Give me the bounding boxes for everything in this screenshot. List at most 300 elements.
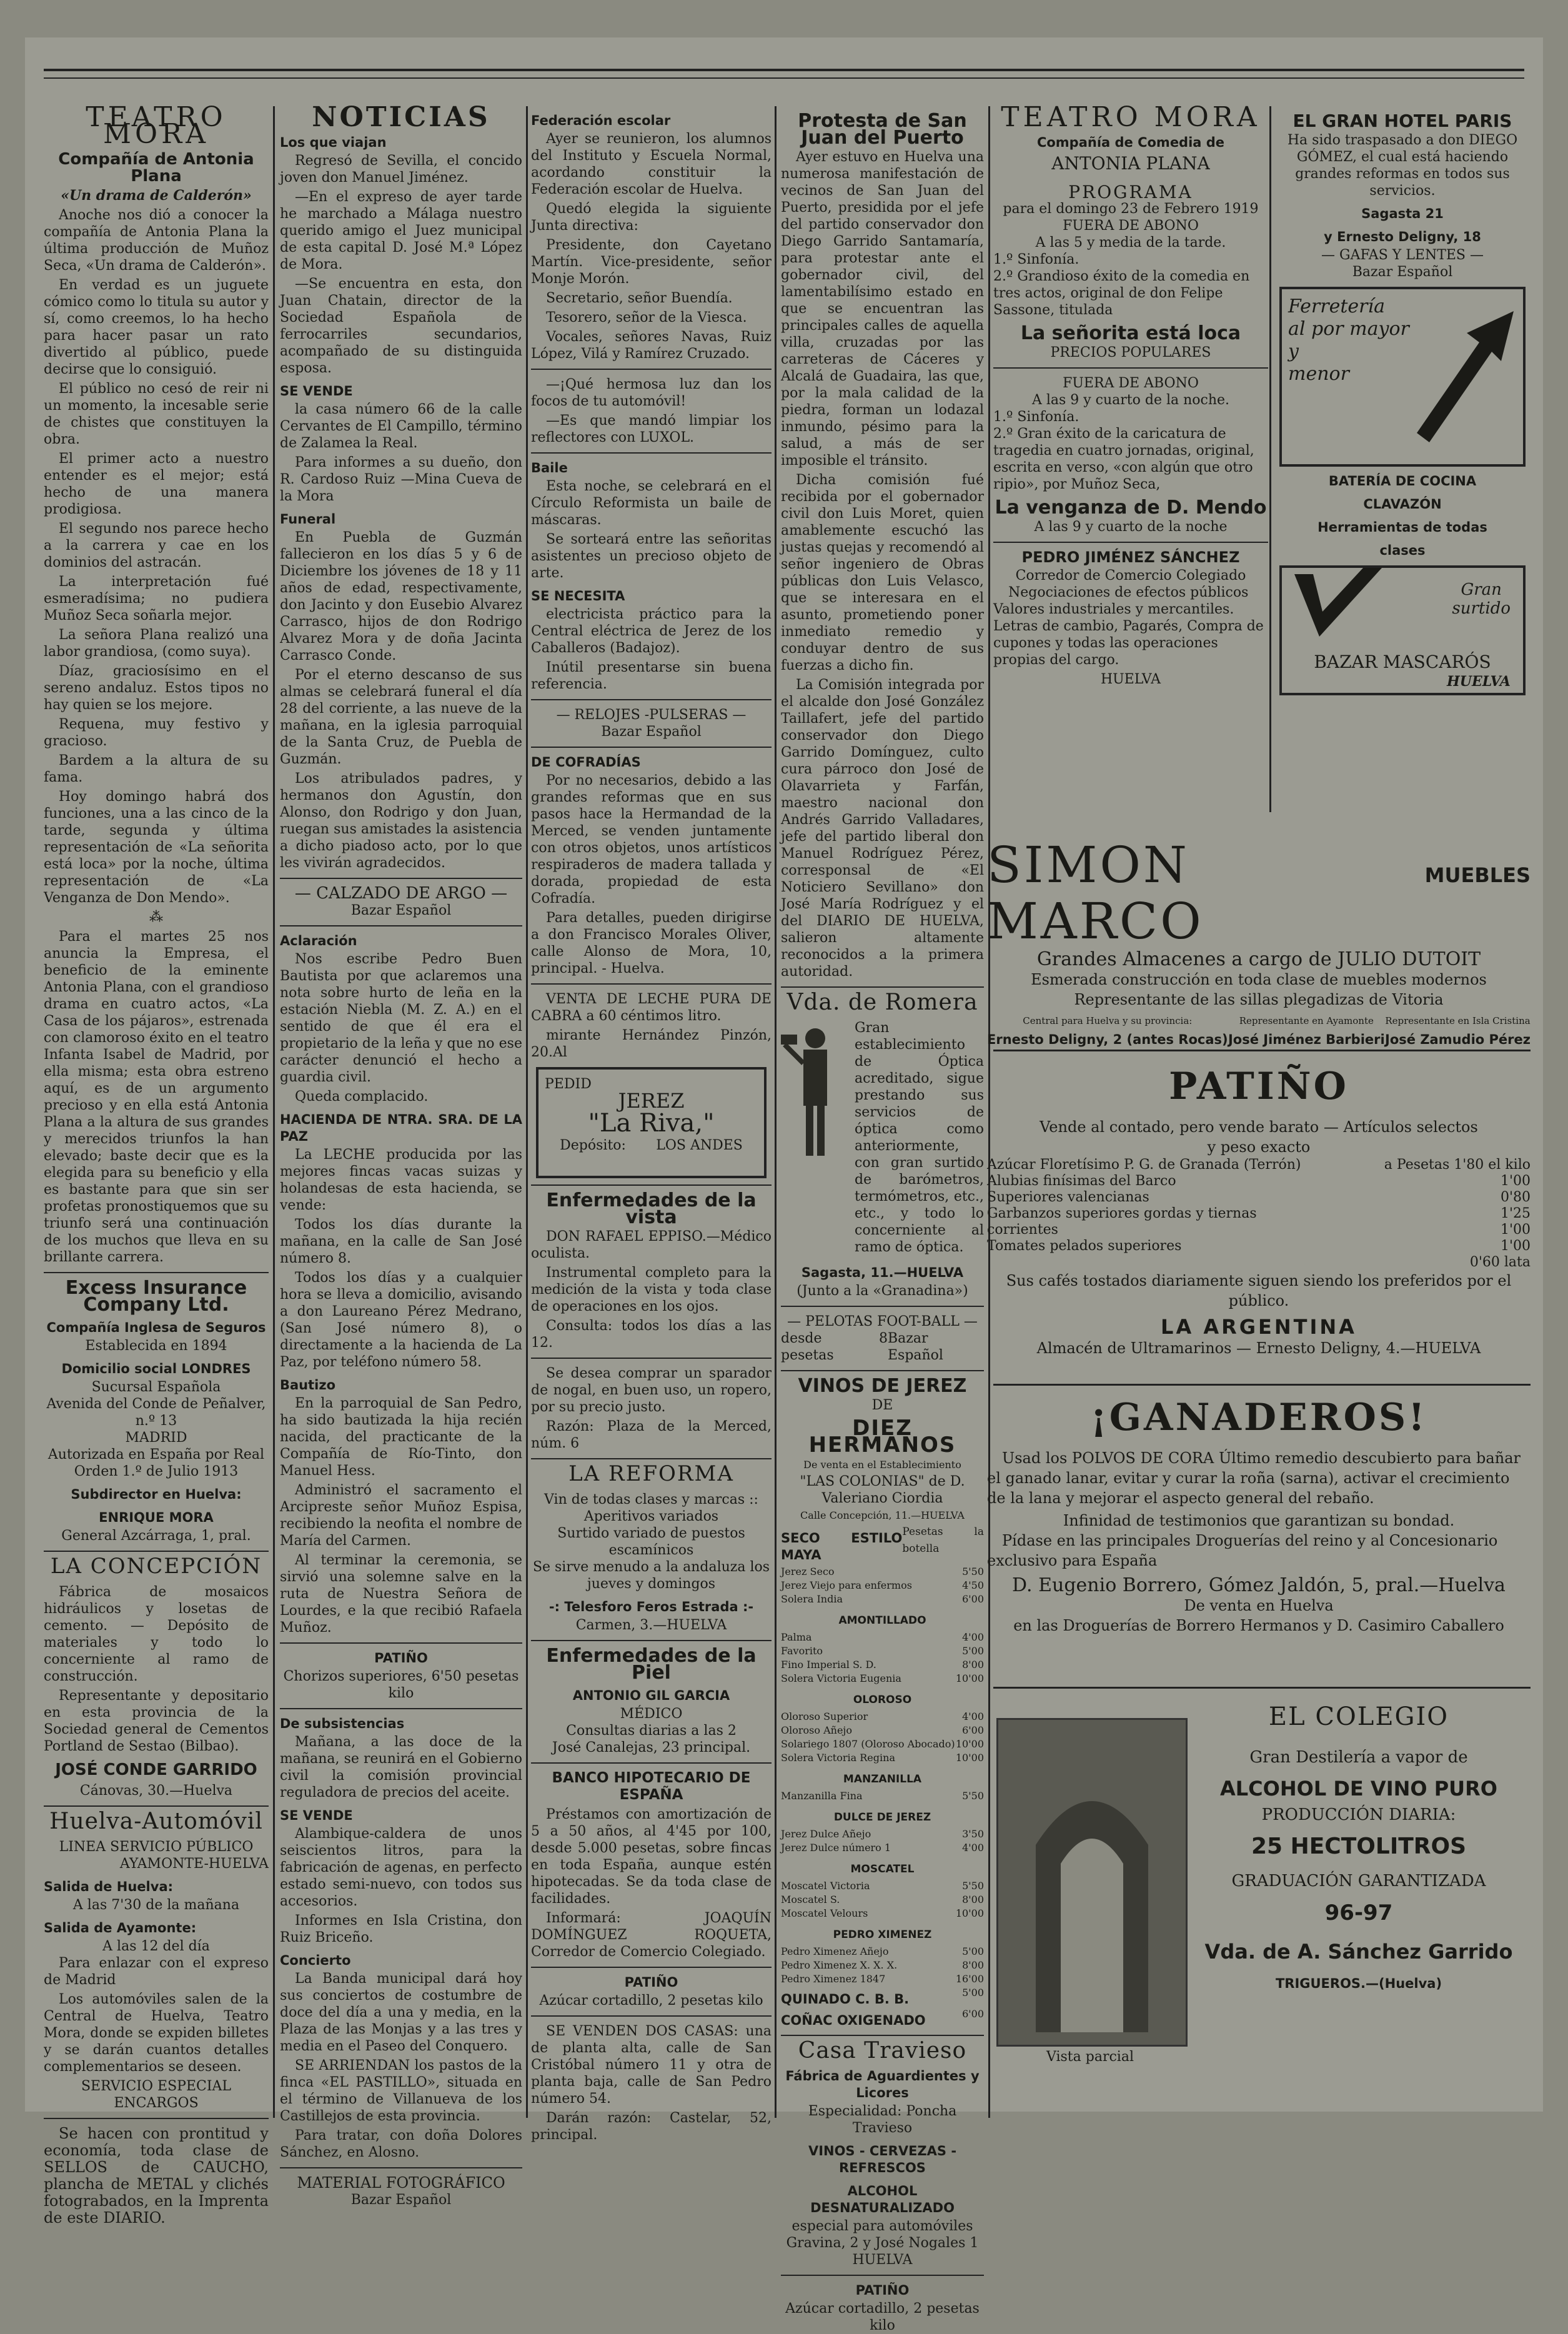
- mascaros-name: BAZAR MASCARÓS: [1314, 652, 1491, 672]
- wine-name: Pedro Ximenez Añejo: [781, 1945, 889, 1957]
- patino-price-row: [987, 1254, 1531, 1271]
- column-rule: [775, 106, 777, 2118]
- arch-building-icon: [998, 1720, 1186, 2045]
- ferreteria-line: y: [1288, 340, 1299, 362]
- reforma-line: Carmen, 3.—HUELVA: [575, 1617, 727, 1633]
- paragraph: —¡Qué hermosa luz dan los focos de tu automóvil!: [531, 377, 772, 409]
- argentina-line: Almacén de Ultramarinos — Ernesto Deligny, 4.—HUELVA: [1036, 1339, 1481, 1357]
- paragraph: La interpretación fué esmeradísima; no pudiera Muñoz Seca soñarla mejor.: [44, 574, 269, 623]
- wine-price-header: Pesetas la botella: [902, 1526, 984, 1555]
- wine-price: 10'00: [955, 1752, 984, 1764]
- paragraph: Usad los POLVOS DE CORA Último remedio descubierto para bañar el ganado lanar, evitar y curar la roña (sarna), activar el crecimiento de la lana y mejorar el aspecto general del rebaño.: [987, 1449, 1521, 1507]
- divider: [44, 1805, 269, 1807]
- insurance-line: Domicilio social LONDRES: [61, 1361, 251, 1376]
- programa-line: 1.º Sinfonía.: [993, 409, 1079, 425]
- programa-line: Compañía de Comedia de: [1036, 135, 1225, 150]
- paragraph: Por no necesarios, debido a las grandes reformas que en sus pasos hace la Hermandad de la Merced, se venden juntamente con otros objetos, unos artísticos respiraderos de madera tallada y dorada, propiedad de esta Cofradía.: [531, 773, 772, 906]
- paragraph: VENTA DE LECHE PURA DE CABRA a 60 céntimos litro.: [531, 991, 772, 1024]
- article-title: Compañía de Antonia Plana: [58, 150, 254, 186]
- paragraph: En Puebla de Guzmán fallecieron en los días 5 y 6 de Diciembre los jóvenes de 18 y 11 años de edad, respectivamente, don Jacinto y don Eusebio Alvarez Carrasco, hijos de don Rodrigo Alvarez Mora y de doña Jacinta Carrasco Conde.: [280, 530, 522, 663]
- wine-name: Jerez Dulce número 1: [781, 1842, 891, 1854]
- wine-list: [781, 1789, 984, 1803]
- wine-list: [781, 1827, 984, 1855]
- divider: [531, 1762, 772, 1764]
- insurance-line: Subdirector en Huelva:: [71, 1487, 242, 1502]
- section-heading: Baile: [531, 460, 568, 475]
- paragraph: la casa número 66 de la calle Cervantes de El Campillo, término de Zalamea la Real.: [280, 402, 522, 451]
- wine-name: Pedro Ximenez X. X. X.: [781, 1959, 898, 1971]
- programa-line: A las 9 y cuarto de la noche: [1034, 519, 1228, 535]
- section-heading: De subsistencias: [280, 1716, 405, 1731]
- ganaderos-line: Infinidad de testimonios que garantizan su bondad.: [1063, 1512, 1455, 1529]
- wine-name: Oloroso Añejo: [781, 1724, 852, 1736]
- wine-group: MOSCATEL: [850, 1863, 915, 1875]
- programa-line: FUERA DE ABONO: [1063, 375, 1199, 391]
- divider: [280, 1642, 522, 1644]
- auto-line: SERVICIO ESPECIAL ENCARGOS: [81, 2078, 232, 2111]
- patino-item: corrientes: [987, 1222, 1058, 1238]
- patino-price: 1'00: [1500, 1238, 1531, 1254]
- divider: [280, 878, 522, 879]
- column-4: [781, 106, 984, 2333]
- jerez-ad-line: "La Riva,": [588, 1109, 715, 1138]
- programa-line: PRECIOS POPULARES: [1050, 345, 1211, 360]
- wine-name: Pedro Ximenez 1847: [781, 1973, 886, 1985]
- paragraph: La Banda municipal dará hoy sus conciertos de costumbre de doce del día a una y media, en la Plaza de las Monjas y a las tres y media en el Paseo del Conquero.: [280, 1971, 522, 2054]
- paragraph: Dicha comisión fué recibida por el gobernador civil don Luis Moret, quien amablemente escuchó las justas quejas y recomendó al señor ingeniero de Obras públicas don Luis Velasco, que se interesara en el asunto, prometiendo poner inmediato remedio y conduyar dentro de sus fuerzas a dicho fin.: [781, 472, 984, 673]
- wine-name: Solariego 1807 (Oloroso Abocado): [781, 1738, 955, 1750]
- wine-price: 8'00: [962, 1894, 984, 1905]
- wine-row: [781, 1879, 984, 1893]
- wine-price: 5'00: [962, 1645, 984, 1657]
- divider: [280, 1708, 522, 1709]
- column-3: [531, 106, 772, 2143]
- wine-name: Manzanilla Fina: [781, 1790, 863, 1802]
- simon-rep-label: Representante en Ayamonte: [1239, 1015, 1374, 1026]
- travieso-line: Especialidad: Poncha Travieso: [808, 2103, 957, 2136]
- section-heading: Los que viajan: [280, 135, 387, 150]
- auto-line: Salida de Ayamonte:: [44, 1920, 197, 1935]
- patino-price: a Pesetas 1'80 el kilo: [1384, 1157, 1531, 1173]
- paragraph: Ha sido traspasado a don DIEGO GÓMEZ, el cual está haciendo grandes reformas en todos sus servicios.: [1287, 132, 1518, 199]
- wine-name: Favorito: [781, 1645, 823, 1657]
- divider: [781, 986, 984, 988]
- paragraph: Fábrica de mosaicos hidráulicos y losetas de cemento. — Depósito de materiales y todo lo concerniente al ramo de construcción.: [44, 1584, 269, 1684]
- paragraph: Bardem a la altura de su fama.: [44, 753, 269, 785]
- simon-rep-name: Ernesto Deligny, 2 (antes Rocas): [987, 1032, 1228, 1047]
- patino-item: Alubias finísimas del Barco: [987, 1173, 1176, 1189]
- column-rule: [273, 106, 275, 2118]
- clavazon-line: CLAVAZÓN: [1363, 497, 1442, 512]
- romera-address: Sagasta, 11.—HUELVA: [801, 1265, 964, 1280]
- divider: [993, 542, 1268, 543]
- paragraph: Todos los días y a cualquier hora se lleva a domicilio, avisando a don Laureano Pérez Medrano, (San José número 8), o directamente a la hacienda de La Paz, por teléfono número 58.: [280, 1270, 522, 1370]
- wine-name: Oloroso Superior: [781, 1711, 868, 1722]
- divider: [531, 1358, 772, 1359]
- wine-row: [781, 1579, 984, 1592]
- paragraph: Inútil presentarse sin buena referencia.: [531, 660, 772, 692]
- programa-line: 2.º Gran éxito de la caricatura de tragedia en cuatro jornadas, original, escrita en verso, «con algún que otro ripio», por Muñoz Seca,: [993, 426, 1254, 492]
- wine-row: [781, 1737, 984, 1751]
- sellos-ad: Se hacen con prontitud y economía, toda clase de SELLOS de CAUCHO, plancha de METAL y clichés fotograbados, en la Imprenta de este DIARIO.: [44, 2125, 269, 2227]
- patino-item: Garbanzos superiores gordas y tiernas: [987, 1206, 1257, 1221]
- romera-body: [781, 1020, 984, 1258]
- insurance-line: Autorizada en España por Real Orden 1.º de Julio 1913: [47, 1447, 265, 1479]
- divider: [531, 1640, 772, 1641]
- concepcion-owner: JOSÉ CONDE GARRIDO: [55, 1760, 257, 1779]
- paragraph: Para detalles, pueden dirigirse a don Francisco Morales Oliver, calle Alonso de Mora, 10, principal. - Huelva.: [531, 910, 772, 976]
- bateria-line: BATERÍA DE COCINA: [1328, 474, 1477, 489]
- corredor-line: HUELVA: [1100, 672, 1161, 687]
- column-1: [44, 101, 269, 2227]
- hotel-address: Sagasta 21: [1361, 206, 1444, 221]
- paragraph: Ayer se reunieron, los alumnos del Instituto y Escuela Normal, acordando constituir la Federación escolar de Huelva.: [531, 131, 772, 197]
- simon-line: Representante de las sillas plegadizas de Vitoria: [1074, 991, 1444, 1008]
- wine-price: 16'00: [955, 1973, 984, 1985]
- patino-price: 1'00: [1500, 1222, 1531, 1238]
- vista-ad-title: Enfermedades de la vista: [546, 1189, 757, 1228]
- colegio-line: Gran Destilería a vapor de: [1249, 1748, 1468, 1767]
- wine-name: Solera India: [781, 1593, 843, 1605]
- pelotas-ad: Bazar Español: [887, 1331, 943, 1363]
- wine-group: DULCE DE JEREZ: [833, 1811, 931, 1824]
- calzado-ad: — CALZADO DE ARGO —: [294, 884, 508, 903]
- wine-row: [781, 1565, 984, 1579]
- ganaderos-ad: [987, 1393, 1531, 1636]
- wine-price: 5'50: [962, 1566, 984, 1577]
- wine-price: 10'00: [955, 1738, 984, 1750]
- teatro-header: TEATRO MORA: [86, 101, 227, 150]
- patino-ad-text: Chorizos superiores, 6'50 pesetas kilo: [283, 1669, 519, 1701]
- paragraph: Regresó de Sevilla, el concido joven don Manuel Jiménez.: [280, 153, 522, 186]
- paragraph: Negociaciones de efectos públicos Valores industriales y mercantiles. Letras de cambio, Pagarés, Compra de cupones y todas las operaciones propias del cargo.: [993, 585, 1264, 668]
- wine-name: Moscatel Victoria: [781, 1880, 870, 1892]
- jerez-ad-line: JEREZ: [618, 1089, 685, 1113]
- romera-title: Vda. de Romera: [786, 990, 978, 1015]
- paragraph: Anoche nos dió a conocer la compañía de Antonia Plana la última producción de Muñoz Seca, «Un drama de Calderón».: [44, 207, 269, 274]
- wine-row: [781, 1724, 984, 1737]
- insurance-line: MADRID: [125, 1430, 187, 1446]
- patino-price: 0'80: [1500, 1189, 1531, 1205]
- programa-line: para el domingo 23 de Febrero 1919: [1003, 201, 1259, 217]
- argentina-title: LA ARGENTINA: [1161, 1315, 1357, 1339]
- concepcion-address: Cánovas, 30.—Huelva: [79, 1783, 233, 1799]
- jerez-ad-line: PEDID: [545, 1076, 592, 1092]
- patino-line: Vende al contado, pero vende barato — Artículos selectos: [1040, 1118, 1478, 1136]
- banco-title: BANCO HIPOTECARIO DE ESPAÑA: [552, 1770, 751, 1803]
- divider: [781, 2275, 984, 2276]
- divider: [531, 1458, 772, 1459]
- travieso-line: Fábrica de Aguardientes y Licores: [785, 2068, 980, 2100]
- divider: [781, 2035, 984, 2036]
- insurance-line: Sucursal Española: [91, 1379, 221, 1395]
- wine-row: [781, 1592, 984, 1606]
- colegio-line: 96-97: [1324, 1900, 1393, 1925]
- piel-line: José Canalejas, 23 principal.: [552, 1740, 751, 1755]
- wine-row: [781, 1672, 984, 1686]
- paragraph: Alambique-caldera de unos seiscientos litros, para la fabricación de agenas, en perfecto estado semi-nuevo, con todos sus accesorios.: [280, 1826, 522, 1909]
- colegio-title: EL COLEGIO: [1268, 1702, 1449, 1731]
- wine-row: [781, 1751, 984, 1765]
- reforma-line: Surtido variado de puestos escamínicos: [557, 1526, 745, 1558]
- wine-group: PEDRO XIMENEZ: [833, 1929, 932, 1941]
- auto-line: Salida de Huelva:: [44, 1879, 174, 1894]
- wine-row: [781, 1893, 984, 1907]
- wine-group: SECO ESTILO MAYA: [781, 1531, 903, 1562]
- patino-ad-title: PATIÑO: [374, 1651, 428, 1666]
- paragraph: Informará: JOAQUÍN DOMÍNGUEZ ROQUETA, Corredor de Comercio Colegiado.: [531, 1910, 772, 1960]
- paragraph: Para informes a su dueño, don R. Cardoso Ruiz —Mina Cueva de la Mora: [280, 455, 522, 504]
- patino-price-row: [987, 1206, 1531, 1222]
- vinos-line: DE: [871, 1398, 893, 1413]
- optician-figure-icon: [781, 1020, 850, 1163]
- wine-price: 8'00: [962, 1659, 984, 1671]
- simon-rep-name: José Zamudio Pérez: [1385, 1032, 1531, 1047]
- colegio-city: TRIGUEROS.—(Huelva): [1275, 1976, 1442, 1991]
- column-rule: [1269, 106, 1271, 812]
- relojes-ad-store: Bazar Español: [601, 724, 702, 740]
- wine-price: 6'00: [962, 1593, 984, 1605]
- patino-ad-text: Azúcar cortadillo, 2 pesetas kilo: [785, 2301, 980, 2333]
- auto-line: A las 12 del día: [102, 1939, 210, 1954]
- wine-group: MANZANILLA: [843, 1773, 922, 1785]
- reforma-line: Vin de todas clases y marcas :: Aperitivos variados: [544, 1492, 758, 1524]
- paragraph: Requena, muy festivo y gracioso.: [44, 717, 269, 749]
- piel-line: Consultas diarias a las 2: [566, 1723, 737, 1739]
- paragraph: En verdad es un juguete cómico como lo titula su autor y sí, como creemos, lo ha hecho para hacer pasar un rato divertido al público, puede decirse que lo consiguió.: [44, 277, 269, 377]
- paragraph: Administró el sacramento el Arcipreste señor Muñoz Espisa, recibiendo la neofita el nombre de María del Carmen.: [280, 1482, 522, 1549]
- column-6: [1274, 106, 1531, 812]
- patino-line: y peso exacto: [1207, 1138, 1311, 1156]
- colegio-line: ALCOHOL DE VINO PURO: [1220, 1777, 1497, 1800]
- wine-name: Palma: [781, 1631, 812, 1643]
- divider: [531, 1967, 772, 1968]
- paragraph: —Es que mandó limpiar los reflectores con LUXOL.: [531, 413, 772, 445]
- simon-line: Esmerada construcción en toda clase de muebles modernos: [1031, 971, 1487, 988]
- wine-row: [781, 1789, 984, 1803]
- patino-item: Tomates pelados superiores: [987, 1238, 1182, 1254]
- corredor-name: PEDRO JIMÉNEZ SÁNCHEZ: [1021, 549, 1240, 566]
- paragraph: El segundo nos parece hecho a la carrera y cae en los dominios del astracán.: [44, 521, 269, 570]
- wine-name: Fino Imperial S. D.: [781, 1659, 876, 1671]
- paragraph: Presidente, don Cayetano Martín. Vice-presidente, señor Monje Morón.: [531, 237, 772, 287]
- arrow-icon: [1404, 308, 1517, 445]
- paragraph: En la parroquial de San Pedro, ha sido bautizada la hija recién nacida, del practicante de la Compañía de Río-Tinto, don Manuel Hess.: [280, 1396, 522, 1479]
- paragraph: La señora Plana realizó una labor grandiosa, (como suya).: [44, 627, 269, 660]
- herramientas-line: clases: [1379, 543, 1426, 558]
- simon-rep-label: Representante en Isla Cristina: [1385, 1015, 1531, 1026]
- colegio-line: PRODUCCIÓN DIARIA:: [1261, 1805, 1456, 1824]
- wine-price: 5'50: [962, 1790, 984, 1802]
- wine-name: Moscatel S.: [781, 1894, 840, 1905]
- jerez-ad-line: LOS ANDES: [656, 1138, 743, 1153]
- divider: [44, 1272, 269, 1273]
- reforma-title: LA REFORMA: [568, 1461, 734, 1486]
- wine-group: QUINADO C. B. B.: [781, 1992, 910, 2007]
- ferreteria-ad: [1279, 287, 1526, 467]
- wine-price: 8'00: [962, 1959, 984, 1971]
- wine-row: [781, 1972, 984, 1986]
- wine-price: 5'00: [962, 1945, 984, 1957]
- wine-list: [781, 1879, 984, 1920]
- paragraph: Se sorteará entre las señoritas asistentes un precioso objeto de arte.: [531, 532, 772, 581]
- column-rule: [526, 106, 528, 2118]
- divider: [280, 925, 522, 926]
- piel-ad-title: Enfermedades de la Piel: [546, 1645, 757, 1684]
- colegio-line: 25 HECTOLITROS: [1251, 1834, 1467, 1859]
- wine-list: [781, 1710, 984, 1765]
- paragraph: Instrumental completo para la medición de la vista y toda clase de operaciones en los ojos.: [531, 1265, 772, 1314]
- wine-name: Solera Victoria Regina: [781, 1752, 895, 1764]
- ganaderos-line: De venta en Huelva: [1184, 1597, 1334, 1614]
- column-5: [993, 101, 1268, 812]
- patino-item: Superiores valencianas: [987, 1189, 1149, 1205]
- paragraph: Darán razón: Castelar, 52, principal.: [531, 2110, 772, 2143]
- paragraph: Mañana, a las doce de la mañana, se reunirá en el Gobierno civil la comisión provincial reguladora de precios del aceite.: [280, 1734, 522, 1800]
- insurance-line: General Azcárraga, 1, pral.: [61, 1528, 251, 1544]
- divider: [993, 1384, 1531, 1386]
- divider: [781, 1306, 984, 1307]
- programa-line: 2.º Grandioso éxito de la comedia en tres actos, original de don Felipe Sassone, titulada: [993, 269, 1250, 318]
- wine-price: 4'50: [962, 1579, 984, 1591]
- patino-ad: [987, 1062, 1531, 1358]
- colegio-owner: Vda. de A. Sánchez Garrido: [1204, 1940, 1513, 1964]
- section-heading: SE VENDE: [280, 1808, 353, 1823]
- programa-line: 1.º Sinfonía.: [993, 252, 1079, 267]
- paragraph: —En el expreso de ayer tarde he marchado a Málaga nuestro querido amigo el Juez municipal de esta capital D. José M.ª López de Mora.: [280, 189, 522, 272]
- section-heading: SE VENDE: [280, 384, 353, 399]
- ferreteria-line: al por mayor: [1288, 318, 1409, 340]
- auto-line: A las 7'30 de la mañana: [72, 1897, 240, 1913]
- calzado-ad-store: Bazar Español: [350, 903, 452, 918]
- patino-price-list: [987, 1157, 1531, 1271]
- wine-name: Moscatel Velours: [781, 1907, 868, 1919]
- wine-price: 5'00: [962, 1987, 984, 1999]
- herramientas-line: Herramientas de todas: [1317, 520, 1487, 535]
- wine-name: Jerez Viejo para enfermos: [781, 1579, 912, 1591]
- paragraph: Por el eterno descanso de sus almas se celebrará funeral el día 28 del corriente, a las nueve de la mañana, en la iglesia parroquial de la Santa Cruz, de Puebla de Guzmán.: [280, 667, 522, 767]
- paragraph: Para enlazar con el expreso de Madrid: [44, 1955, 269, 1988]
- material-ad-store: Bazar Español: [350, 2192, 452, 2208]
- section-heading: HACIENDA DE NTRA. SRA. DE LA PAZ: [280, 1112, 522, 1144]
- programa-line: ANTONIA PLANA: [1051, 153, 1210, 174]
- patino-price-row: [987, 1189, 1531, 1206]
- paragraph: —Se encuentra en esta, don Juan Chatain, director de la Sociedad Española de ferrocarriles secundarios, acompañado de su distinguida esposa.: [280, 276, 522, 376]
- travieso-line: HUELVA: [852, 2252, 913, 2268]
- paragraph: Los automóviles salen de la Central de Huelva, Teatro Mora, donde se expiden billetes y se darán cuantos detalles complementarios se deseen.: [44, 1992, 269, 2075]
- automovil-title: Huelva-Automóvil: [49, 1809, 263, 1834]
- paragraph: Quedó elegida la siguiente Junta directiva:: [531, 201, 772, 234]
- simon-muebles: MUEBLES: [1424, 863, 1531, 887]
- paragraph: Todos los días durante la mañana, en la calle de San José número 8.: [280, 1217, 522, 1266]
- corredor-line: Corredor de Comercio Colegiado: [1015, 568, 1246, 584]
- top-rule: [44, 69, 1524, 79]
- article-subtitle: «Un drama de Calderón»: [61, 187, 252, 204]
- patino-title: PATIÑO: [1169, 1065, 1349, 1108]
- patino-line: Sus cafés tostados diariamente siguen siendo los preferidos por el público.: [1006, 1272, 1512, 1309]
- concepcion-title: LA CONCEPCIÓN: [50, 1554, 262, 1579]
- programa-line: FUERA DE ABONO: [1063, 218, 1199, 234]
- divider: [531, 452, 772, 454]
- divider: [993, 1050, 1531, 1051]
- surtido-line: Gran: [1461, 580, 1502, 599]
- section-heading: SE NECESITA: [531, 588, 625, 603]
- gafas-ad-store: Bazar Español: [1352, 264, 1453, 280]
- ganaderos-line: D. Eugenio Borrero, Gómez Jaldón, 5, pral.—Huelva: [1012, 1574, 1506, 1596]
- paragraph: La LECHE producida por las mejores fincas vacas suizas y holandesas de esta hacienda, se vende:: [280, 1147, 522, 1213]
- patino-ad-title: PATIÑO: [624, 1975, 678, 1990]
- wine-name: Jerez Dulce Añejo: [781, 1828, 871, 1840]
- simon-line: Grandes Almacenes a cargo de JULIO DUTOIT: [1036, 948, 1481, 970]
- reforma-line: Se sirve menudo a la andaluza los jueves y domingos: [532, 1559, 770, 1592]
- paragraph: SE ARRIENDAN los pastos de la finca «EL PASTILLO», situada en el término de Villanueva de los Castillejos de esta provincia.: [280, 2058, 522, 2124]
- paragraph: SE VENDEN DOS CASAS: una de planta alta, calle de San Cristóbal número 11 y otra de planta baja, calle de San Pedro número 54.: [531, 2024, 772, 2107]
- paragraph: Tesorero, señor de la Viesca.: [546, 310, 747, 325]
- wine-group: OLOROSO: [853, 1694, 912, 1706]
- insurance-line: Compañía Inglesa de Seguros: [46, 1320, 266, 1335]
- divider: [44, 2118, 269, 2119]
- patino-price-row: [987, 1157, 1531, 1173]
- reforma-line: -: Telesforo Feros Estrada :-: [548, 1599, 754, 1614]
- wine-group: AMONTILLADO: [838, 1614, 926, 1627]
- wine-price: 10'00: [955, 1907, 984, 1919]
- vinos-line: "LAS COLONIAS" de D. Valeriano Ciordia: [800, 1474, 965, 1506]
- paragraph: El primer acto a nuestro entender es el mejor; está hecho de una manera prodigiosa.: [44, 451, 269, 517]
- paragraph: mirante Hernández Pinzón, 20.Al: [531, 1028, 772, 1060]
- paragraph: Los atribulados padres, y hermanos don Agustín, don Alonso, don Rodrigo y don Juan, ruegan sus amistades la asistencia a dicho piadoso acto, por lo que les vivirán agradecidos.: [280, 771, 522, 871]
- surtido-line: surtido: [1452, 599, 1511, 618]
- wine-list: [781, 1565, 984, 1606]
- paragraph: Consulta: todos los días a las 12.: [531, 1318, 772, 1351]
- wine-row: [781, 1631, 984, 1644]
- programa-play-title: La señorita está loca: [1020, 322, 1241, 344]
- relojes-ad: — RELOJES -PULSERAS —: [556, 707, 747, 723]
- wine-price: 4'00: [962, 1631, 984, 1643]
- wine-group: COÑAC OXIGENADO: [781, 2013, 926, 2028]
- divider: [531, 369, 772, 370]
- colegio-ad: [990, 1699, 1531, 2087]
- paragraph: Se desea comprar un sparador de nogal, en buen uso, un ropero, por su precio justo.: [531, 1366, 772, 1415]
- patino-price-row: [987, 1222, 1531, 1238]
- dinkus: ⁂: [149, 910, 163, 925]
- paragraph: Informes en Isla Cristina, don Ruiz Briceño.: [280, 1913, 522, 1945]
- wine-price: 5'50: [962, 1880, 984, 1892]
- paragraph: Vocales, señores Navas, Ruiz López, Vilá y Ramírez Cruzado.: [531, 329, 772, 362]
- paragraph: Para tratar, con doña Dolores Sánchez, en Alosno.: [280, 2128, 522, 2160]
- paragraph: Esta noche, se celebrará en el Círculo Reformista un baile de máscaras.: [531, 479, 772, 528]
- programa-line: A las 9 y cuarto de la noche.: [1031, 392, 1230, 408]
- section-heading: Bautizo: [280, 1378, 336, 1393]
- check-arrow-icon: [1294, 568, 1382, 643]
- wine-row: [781, 1710, 984, 1724]
- jerez-ad-line: Depósito:: [560, 1138, 626, 1153]
- hotel-title: EL GRAN HOTEL PARIS: [1293, 111, 1512, 131]
- wine-row: [781, 1644, 984, 1658]
- piel-line: MÉDICO: [620, 1706, 683, 1722]
- travieso-line: especial para automóviles: [791, 2218, 973, 2234]
- section-heading: Aclaración: [280, 933, 357, 948]
- vinos-line: De venta en el Establecimiento: [803, 1459, 961, 1471]
- noticias-header: NOTICIAS: [312, 101, 490, 133]
- insurance-line: ENRIQUE MORA: [99, 1510, 214, 1525]
- divider: [44, 1551, 269, 1552]
- section-heading: Federación escolar: [531, 113, 671, 128]
- paragraph: DON RAFAEL EPPISO.—Médico oculista.: [531, 1229, 772, 1261]
- divider: [531, 2015, 772, 2017]
- wine-row: [781, 1827, 984, 1841]
- paragraph: electricista práctico para la Central eléctrica de Jerez de los Caballeros (Badajoz).: [531, 607, 772, 656]
- pelotas-ad: — PELOTAS FOOT-BALL —: [787, 1314, 978, 1329]
